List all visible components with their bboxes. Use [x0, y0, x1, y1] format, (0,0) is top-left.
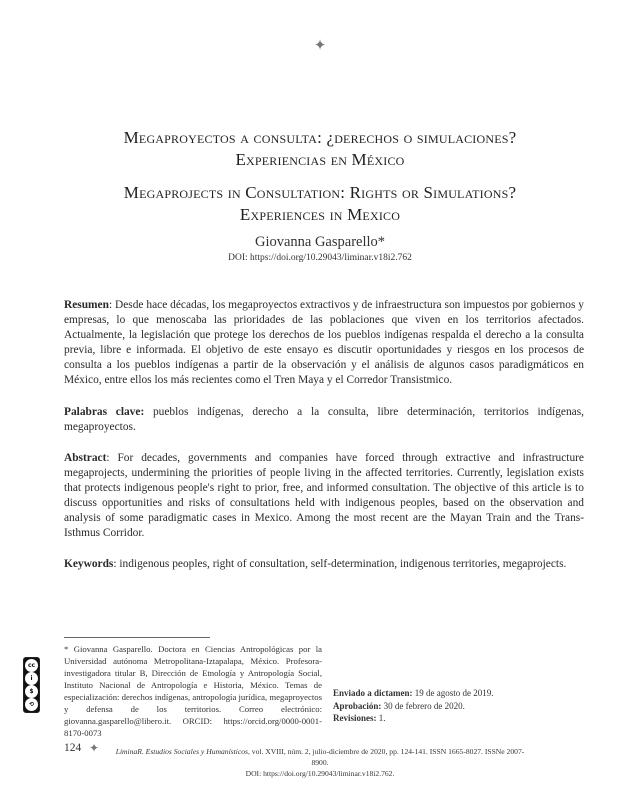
page-number: 124	[64, 742, 82, 754]
title-english-line-1: Megaprojects in Consultation: Rights or Simulations?	[123, 183, 517, 202]
keywords-text: : indigenous peoples, right of consultation, self-determination, indigenous territories, megaprojects.	[113, 558, 567, 570]
resumen-paragraph	[64, 298, 584, 388]
revisiones-label: Revisiones:	[333, 713, 377, 723]
journal-details: vol. XVIII, núm. 2, julio-diciembre de 2020, pp. 124-141. ISSN 1665-8027. ISSNe 2007-8900.	[249, 747, 525, 767]
footer-ornament-icon: ✦	[89, 741, 100, 755]
revisiones-row	[333, 712, 593, 725]
journal-title: LiminaR. Estudios Sociales y Humanísticos,	[115, 747, 250, 756]
top-ornament-icon: ✦	[313, 38, 327, 54]
keywords-label: Keywords	[64, 558, 114, 570]
abstract-label: Abstract	[64, 452, 107, 464]
title-spanish-line-1: Megaproyectos a consulta: ¿derechos o simulaciones?	[123, 128, 517, 147]
author-footnote: * Giovanna Gasparello. Doctora en Ciencias Antropológicas por la Universidad autónoma Metropolitana-Iztapalapa, México. Profesora-investigadora titular B, Dirección de Etnología y Antropología Social, Instituto Nacional de Antropología e Historia, México. Temas de especialización: derechos indígenas, antropología jurídica, megaproyectos y defensa de los territorios. Correo electrónico: giovanna.gasparello@libero.it. ORCID: https://orcid.org/0000-0001-8170-0073	[64, 644, 322, 738]
title-spanish	[0, 127, 640, 171]
abstract-text: : For decades, governments and companies have forced through extractive and infrastructure megaprojects, undermining the priorities of people living in the affected territories. Currently, legislation exists that protects indigenous people's right to prior, free, and informed consultation. The objective of this article is to discuss opportunities and risks of consultations held with indigenous peoples, based on the observation and analysis of some paradigmatic cases in Mexico. Among the most recent are the Mayan Train and the Trans-Isthmus Corridor.	[64, 452, 584, 539]
title-english-line-2: Experiences in Mexico	[239, 205, 401, 224]
cc-by-nc-sa-icon[interactable]	[23, 657, 40, 713]
palabras-clave-text: pueblos indígenas, derecho a la consulta, libre determinación, territorios indígenas, megaproyectos.	[64, 406, 584, 433]
aprobacion-label: Aprobación:	[333, 700, 382, 711]
aprobacion-value: 30 de febrero de 2020.	[381, 700, 465, 711]
journal-doi[interactable]: DOI: https://doi.org/10.29043/liminar.v18i2.762.	[245, 769, 395, 778]
title-spanish-line-2: Experiencias en México	[235, 150, 405, 169]
palabras-clave-label: Palabras clave:	[64, 406, 145, 418]
journal-citation-line-1	[110, 746, 530, 768]
cc-attribution-icon: i	[25, 672, 38, 685]
footnote-divider	[64, 637, 210, 638]
resumen-text: : Desde hace décadas, los megaproyectos extractivos y de infraestructura son impuestos por gobiernos y empresas, lo que menoscaba las prioridades de las poblaciones que viven en los territorios afectados. Actualmente, la legislación que protege los derechos de los pueblos indígenas respalda el derecho a la consulta previa, libre e informada. El objetivo de este ensayo es discutir oportunidades y riesgos en los procesos de consulta a los pueblos indígenas a partir de la observación y el análisis de algunos casos paradigmáticos en México, entre ellos los más recientes como el Tren Maya y el Corredor Transistmico.	[64, 299, 584, 386]
enviado-label: Enviado a dictamen:	[333, 688, 413, 698]
aprobacion-row	[333, 700, 593, 713]
resumen-label: Resumen	[64, 299, 109, 311]
cc-sharealike-icon: ⟲	[25, 698, 38, 711]
article-doi[interactable]: DOI: https://doi.org/10.29043/liminar.v18i2.762	[228, 253, 412, 263]
cc-logo-icon: cc	[25, 659, 38, 672]
cc-noncommercial-icon: $	[25, 685, 38, 698]
title-english	[0, 182, 640, 226]
abstract-paragraph	[64, 451, 584, 541]
palabras-clave-paragraph	[64, 405, 584, 435]
keywords-paragraph	[64, 557, 584, 572]
enviado-value: 19 de agosto de 2019.	[412, 688, 494, 698]
revisiones-value: 1.	[376, 713, 386, 723]
author-name: Giovanna Gasparello*	[254, 234, 386, 250]
journal-citation	[110, 746, 530, 779]
submission-dates	[333, 687, 593, 725]
enviado-row	[333, 687, 593, 700]
